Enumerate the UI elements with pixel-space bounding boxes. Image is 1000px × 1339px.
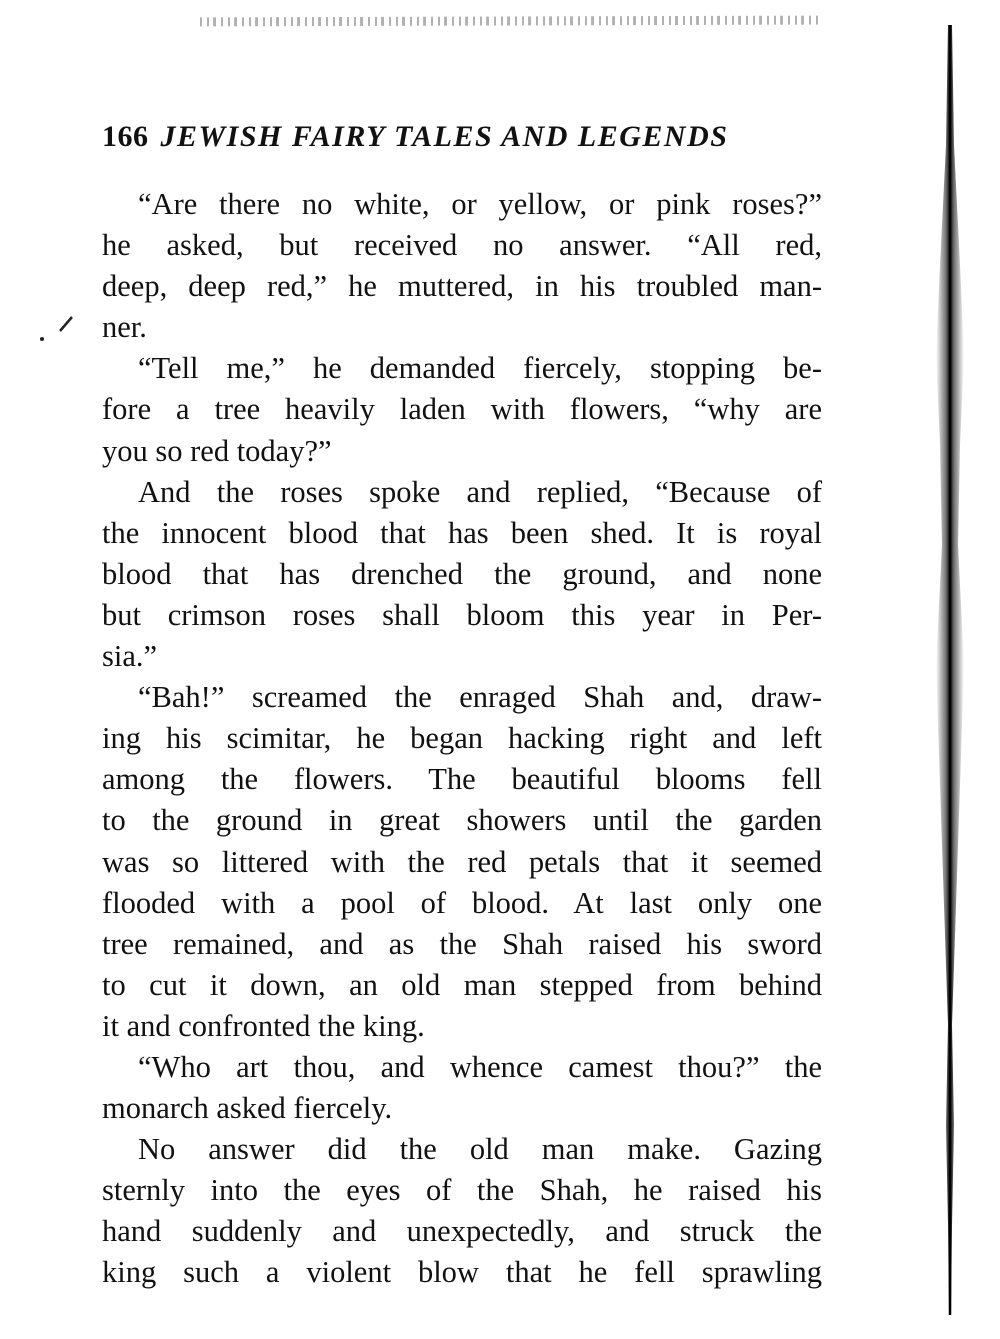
text-line: sternly into the eyes of the Shah, he raised his (102, 1173, 822, 1208)
text-line: the innocent blood that has been shed. It is royal (102, 515, 822, 550)
text-line: hand suddenly and unexpectedly, and struck the (102, 1214, 822, 1249)
text-line: but crimson roses shall bloom this year in Per- (102, 597, 822, 632)
text-line: to cut it down, an old man stepped from behind (102, 967, 822, 1002)
text-line: to the ground in great showers until the garden (102, 803, 822, 838)
text-line: you so red today?” (102, 433, 332, 468)
text-line: was so littered with the red petals that it seemed (102, 844, 822, 879)
text-line: sia.” (102, 639, 158, 674)
page-number: 166 (102, 120, 149, 153)
text-line: ing his scimitar, he began hacking right and left (102, 721, 822, 756)
scan-noise-top (200, 12, 820, 30)
body-text (102, 184, 822, 1294)
text-line: it and confronted the king. (102, 1008, 425, 1043)
running-head (102, 120, 822, 154)
text-line: king such a violent blow that he fell sprawling (102, 1255, 822, 1290)
text-line: blood that has drenched the ground, and none (102, 556, 822, 591)
text-line: deep, deep red,” he muttered, in his troubled man- (102, 269, 822, 304)
text-line: No answer did the old man make. Gazing (138, 1132, 822, 1167)
text-line: monarch asked fiercely. (102, 1091, 393, 1126)
text-line: among the flowers. The beautiful blooms fell (102, 762, 822, 797)
book-spine-shadow (930, 25, 970, 1315)
text-line: fore a tree heavily laden with flowers, “why are (102, 392, 822, 427)
text-line: flooded with a pool of blood. At last only one (102, 885, 822, 920)
text-line: he asked, but received no answer. “All red, (102, 228, 822, 263)
text-line: ner. (102, 310, 147, 345)
text-line: “Are there no white, or yellow, or pink roses?” (138, 187, 822, 221)
text-line: “Bah!” screamed the enraged Shah and, draw- (138, 680, 822, 715)
text-line: “Who art thou, and whence camest thou?” the (138, 1049, 822, 1084)
pencil-margin-mark-icon (38, 315, 78, 355)
book-title: JEWISH FAIRY TALES AND LEGENDS (160, 120, 729, 153)
text-line: tree remained, and as the Shah raised his sword (102, 926, 822, 961)
text-line: “Tell me,” he demanded fiercely, stopping be- (138, 351, 822, 386)
text-line: And the roses spoke and replied, “Because of (138, 474, 822, 509)
